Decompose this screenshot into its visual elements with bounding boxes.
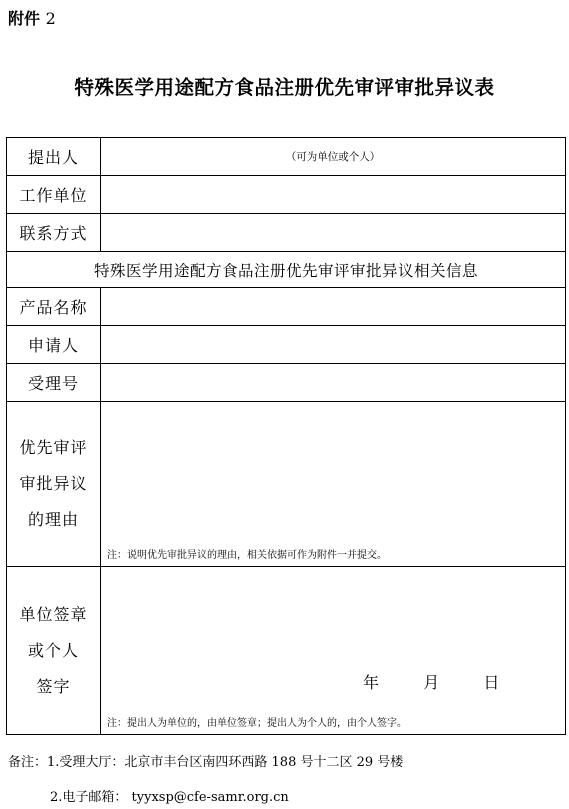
month-label: 月: [423, 673, 440, 692]
proposer-row: [7, 138, 566, 176]
remark-line-2: 2.电子邮箱： tyyxsp@cfe-samr.org.cn: [50, 790, 289, 805]
signature-note: 注：提出人为单位的，由单位签章；提出人为个人的，由个人签字。: [107, 718, 407, 729]
reason-label-line: 优先审评: [19, 438, 88, 457]
proposer-field[interactable]: [101, 138, 566, 176]
year-label: 年: [363, 673, 380, 692]
applicant-field[interactable]: [101, 326, 566, 364]
objection-form-table: [6, 137, 566, 735]
applicant-row: [7, 326, 566, 364]
reason-row: [7, 402, 566, 567]
form-title: 特殊医学用途配方食品注册优先审评审批异议表: [74, 76, 495, 99]
contact-label: 联系方式: [7, 214, 101, 252]
signature-label: [7, 567, 101, 735]
product-name-field[interactable]: [101, 288, 566, 326]
acceptance-no-row: [7, 364, 566, 402]
signature-label-line: 单位签章: [19, 604, 88, 624]
work-unit-label: 工作单位: [7, 176, 101, 214]
applicant-label: 申请人: [7, 326, 101, 364]
section-header: 特殊医学用途配方食品注册优先审评审批异议相关信息: [7, 252, 566, 288]
acceptance-no-field[interactable]: [101, 364, 566, 402]
remark-line-1: 备注：1.受理大厅：北京市丰台区南四环西路 188 号十二区 29 号楼: [8, 755, 404, 770]
reason-label-line: 审批异议: [19, 474, 88, 493]
reason-field[interactable]: [101, 402, 566, 567]
reason-label: [7, 402, 101, 567]
section-header-row: [7, 252, 566, 288]
signature-label-line: 签字: [36, 676, 71, 696]
acceptance-no-label: 受理号: [7, 364, 101, 402]
work-unit-row: [7, 176, 566, 214]
date-line: [363, 670, 499, 693]
reason-label-line: 的理由: [27, 510, 79, 529]
proposer-hint: （可为单位或个人）: [285, 151, 381, 163]
signature-label-line: 或个人: [27, 640, 79, 660]
signature-row: [7, 567, 566, 735]
day-label: 日: [483, 673, 500, 692]
product-name-label: 产品名称: [7, 288, 101, 326]
work-unit-field[interactable]: [101, 176, 566, 214]
annex-label: 附件 2: [8, 9, 56, 28]
product-name-row: [7, 288, 566, 326]
signature-field[interactable]: [101, 567, 566, 735]
proposer-label: 提出人: [7, 138, 101, 176]
reason-note: 注：说明优先审批异议的理由，相关依据可作为附件一并提交。: [107, 550, 387, 561]
contact-field[interactable]: [101, 214, 566, 252]
contact-row: [7, 214, 566, 252]
